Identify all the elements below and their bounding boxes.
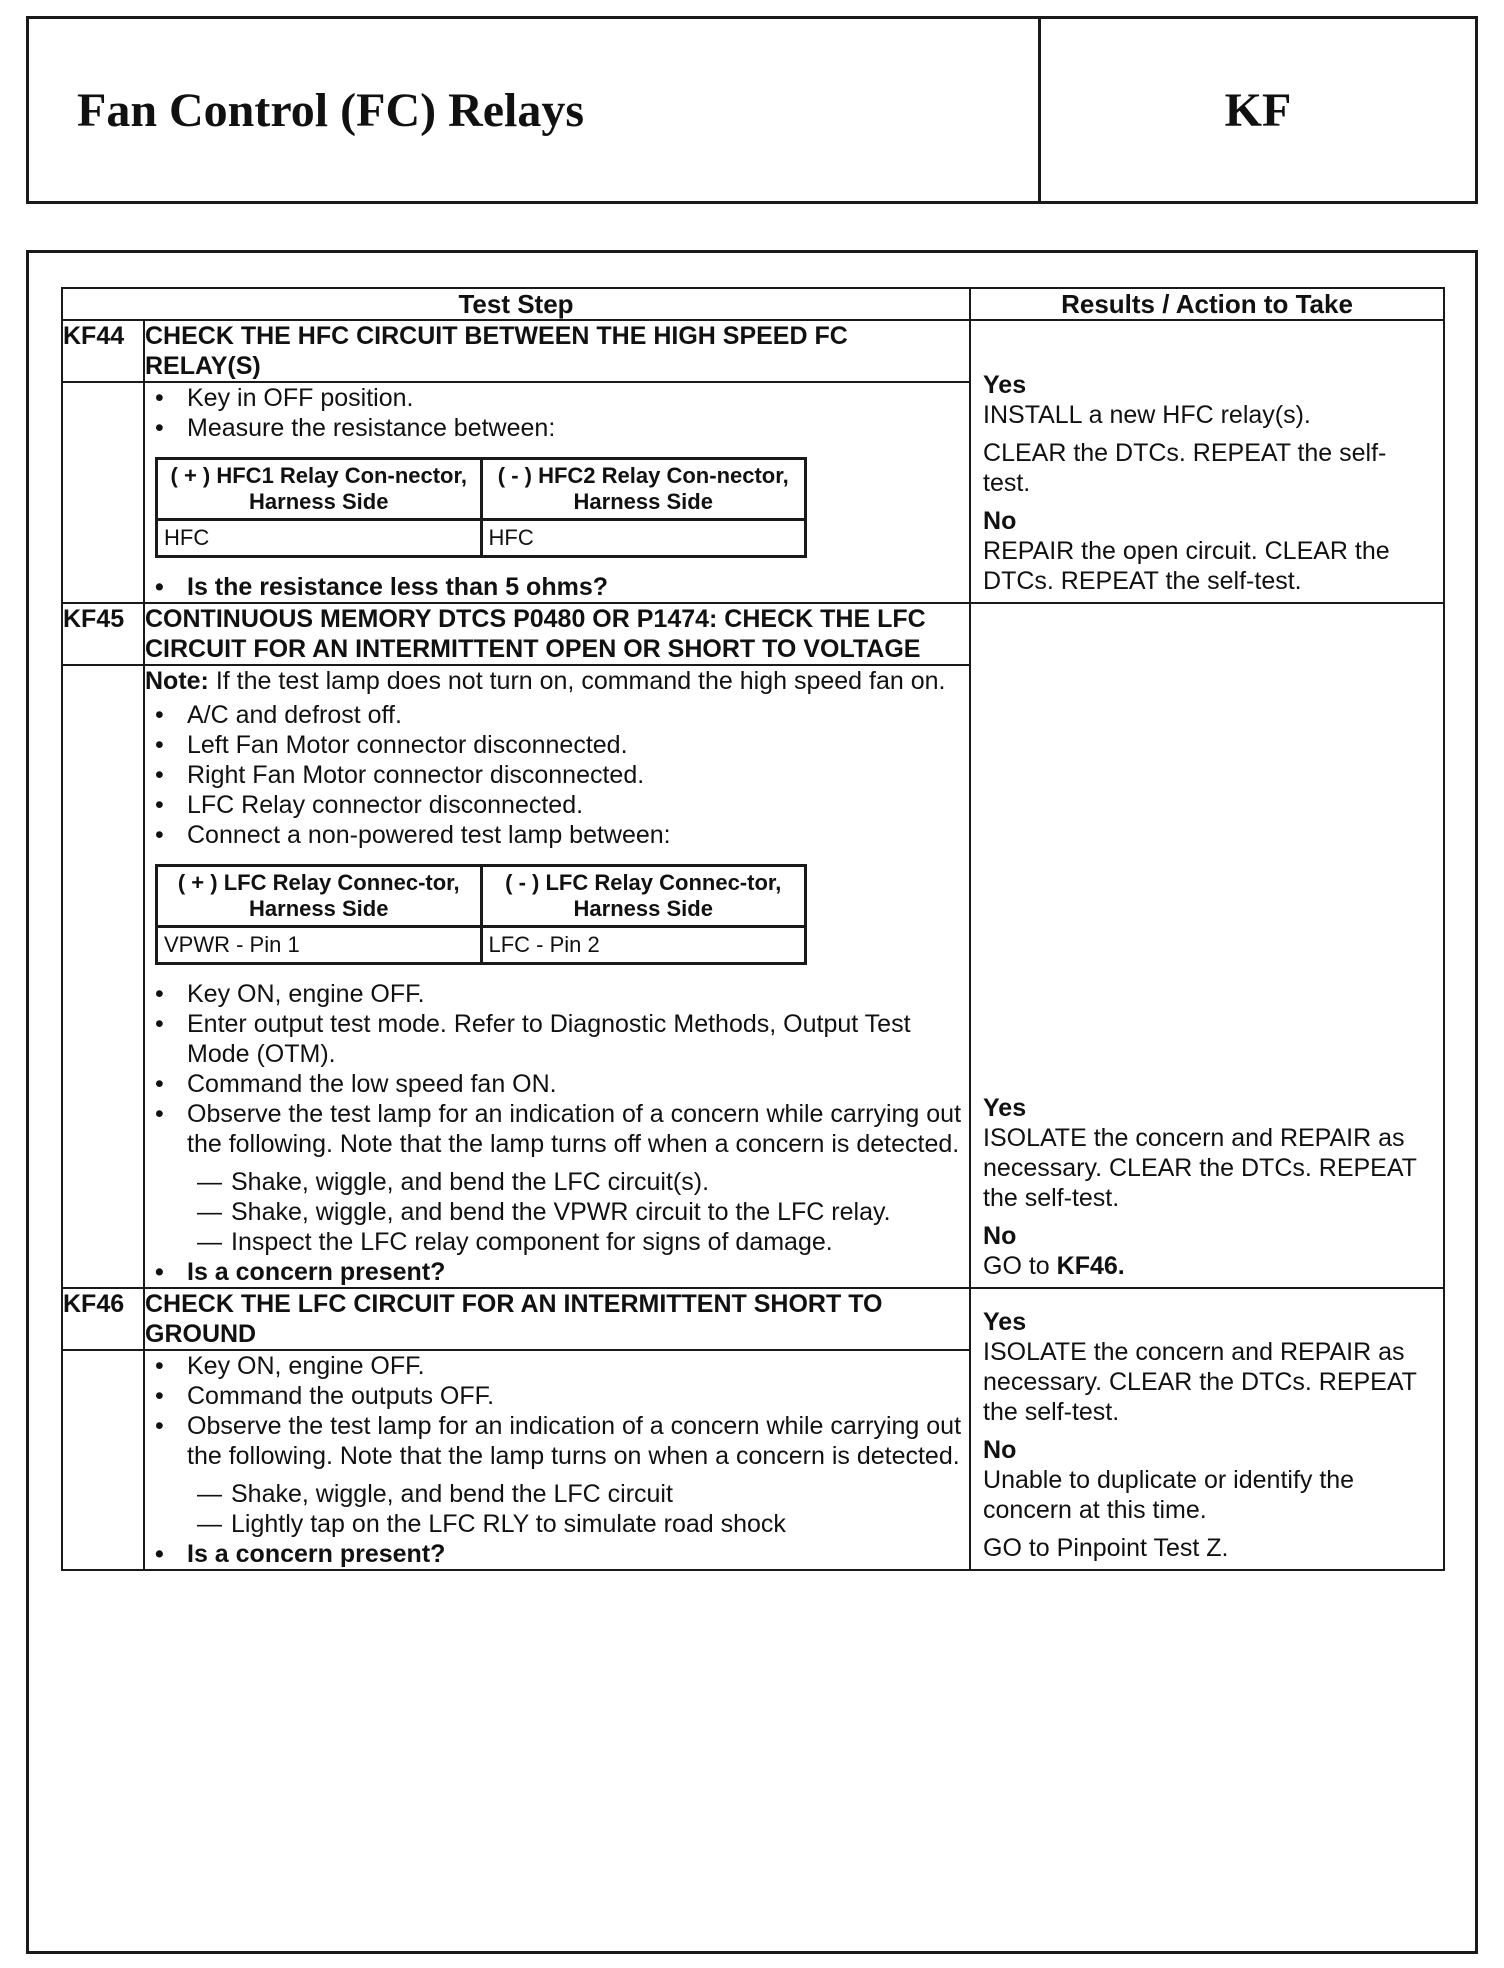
step-kf46-title-row: [62, 1288, 1444, 1350]
connector-value: HFC: [157, 520, 482, 557]
connector-value: HFC: [481, 520, 806, 557]
list-item: • Left Fan Motor connector disconnected.: [145, 730, 969, 760]
step-id-kf46: KF46: [62, 1288, 144, 1350]
step-question: • Is a concern present?: [145, 1257, 969, 1287]
note-label: Note:: [145, 667, 209, 695]
results-kf46: [970, 1288, 1444, 1570]
results-kf45: [970, 603, 1444, 1288]
yes-label: Yes: [983, 1308, 1027, 1336]
step-id-spacer: [62, 665, 144, 1288]
yes-label: Yes: [983, 371, 1027, 399]
note-body: If the test lamp does not turn on, command the high speed fan on.: [208, 667, 946, 695]
section-code: KF: [1224, 83, 1292, 137]
dash-item: — Lightly tap on the LFC RLY to simulate road shock: [145, 1509, 969, 1539]
result-text: GO to Pinpoint Test Z.: [983, 1534, 1229, 1562]
step-question: • Is the resistance less than 5 ohms?: [145, 572, 969, 602]
connector-table-kf45: [155, 864, 807, 965]
list-item: • A/C and defrost off.: [145, 700, 969, 730]
result-text: INSTALL a new HFC relay(s).: [983, 401, 1311, 429]
result-text: [983, 1251, 1433, 1281]
results-kf44: [970, 320, 1444, 603]
step-title-kf44: CHECK THE HFC CIRCUIT BETWEEN THE HIGH SPEED FC RELAY(S): [144, 320, 970, 382]
connector-header: ( - ) LFC Relay Connec-tor, Harness Side: [481, 866, 806, 927]
step-body-kf45: [144, 665, 970, 1288]
list-item: • Command the outputs OFF.: [145, 1381, 969, 1411]
no-label: No: [983, 1436, 1017, 1464]
list-item: • Right Fan Motor connector disconnected.: [145, 760, 969, 790]
list-item: • Key in OFF position.: [145, 383, 969, 413]
dash-item: — Inspect the LFC relay component for signs of damage.: [145, 1227, 969, 1257]
step-kf44-title-row: [62, 320, 1444, 382]
connector-header: ( + ) LFC Relay Connec-tor, Harness Side: [157, 866, 482, 927]
connector-value: LFC - Pin 2: [481, 927, 806, 964]
yes-label: Yes: [983, 1094, 1027, 1122]
go-to-text: GO to: [983, 1252, 1057, 1280]
column-header-test-step: Test Step: [62, 288, 970, 320]
step-id-spacer: [62, 382, 144, 603]
dash-item: — Shake, wiggle, and bend the LFC circuit(s).: [145, 1167, 969, 1197]
connector-header: ( + ) HFC1 Relay Con-nector, Harness Side: [157, 459, 482, 520]
list-item: • Enter output test mode. Refer to Diagnostic Methods, Output Test Mode (OTM).: [145, 1009, 969, 1069]
list-item: • Observe the test lamp for an indication of a concern while carrying out the following. Note that the lamp turns on when a concern is detected.: [145, 1411, 969, 1471]
connector-header: ( - ) HFC2 Relay Con-nector, Harness Side: [481, 459, 806, 520]
step-title-kf45: CONTINUOUS MEMORY DTCS P0480 OR P1474: CHECK THE LFC CIRCUIT FOR AN INTERMITTENT OPEN OR SHORT TO VOLTAGE: [144, 603, 970, 665]
column-header-results: Results / Action to Take: [970, 288, 1444, 320]
note-text: [145, 666, 969, 696]
list-item: • Command the low speed fan ON.: [145, 1069, 969, 1099]
no-label: No: [983, 507, 1017, 535]
table-header-row: [62, 288, 1444, 320]
connector-table-kf44: [155, 457, 807, 558]
connector-value: VPWR - Pin 1: [157, 927, 482, 964]
step-id-kf44: KF44: [62, 320, 144, 382]
result-text: Unable to duplicate or identify the concern at this time.: [983, 1466, 1355, 1524]
list-item: • Key ON, engine OFF.: [145, 1351, 969, 1381]
result-text: ISOLATE the concern and REPAIR as necessary. CLEAR the DTCs. REPEAT the self-test.: [983, 1338, 1417, 1426]
step-question: • Is a concern present?: [145, 1539, 969, 1569]
result-text: ISOLATE the concern and REPAIR as necessary. CLEAR the DTCs. REPEAT the self-test.: [983, 1124, 1417, 1212]
step-title-kf46: CHECK THE LFC CIRCUIT FOR AN INTERMITTENT SHORT TO GROUND: [144, 1288, 970, 1350]
list-item: • LFC Relay connector disconnected.: [145, 790, 969, 820]
dash-item: — Shake, wiggle, and bend the VPWR circuit to the LFC relay.: [145, 1197, 969, 1227]
no-label: No: [983, 1222, 1017, 1250]
page-title: Fan Control (FC) Relays: [29, 19, 1041, 201]
list-item: • Key ON, engine OFF.: [145, 979, 969, 1009]
list-item: • Measure the resistance between:: [145, 413, 969, 443]
page-header: [26, 16, 1478, 204]
result-text: CLEAR the DTCs. REPEAT the self-test.: [983, 439, 1387, 497]
result-text: REPAIR the open circuit. CLEAR the DTCs. REPEAT the self-test.: [983, 537, 1390, 595]
step-id-spacer: [62, 1350, 144, 1570]
test-step-table: [61, 287, 1445, 1571]
content-frame: [26, 250, 1478, 1954]
step-body-kf44: [144, 382, 970, 603]
dash-item: — Shake, wiggle, and bend the LFC circuit: [145, 1479, 969, 1509]
step-kf45-title-row: [62, 603, 1444, 665]
step-body-kf46: [144, 1350, 970, 1570]
list-item: • Observe the test lamp for an indication of a concern while carrying out the following. Note that the lamp turns off when a concern is detected.: [145, 1099, 969, 1159]
go-to-link: KF46.: [1056, 1252, 1125, 1280]
list-item: • Connect a non-powered test lamp between:: [145, 820, 969, 850]
step-id-kf45: KF45: [62, 603, 144, 665]
